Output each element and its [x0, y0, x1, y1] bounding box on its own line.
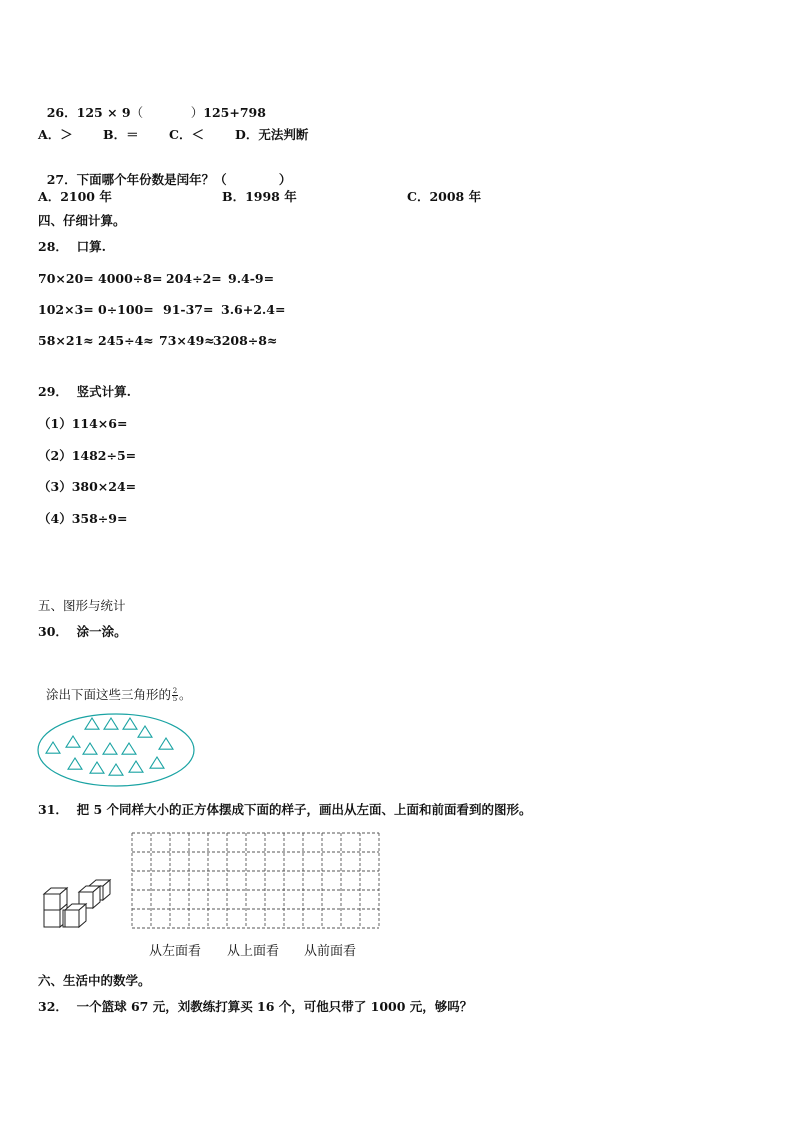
- q26-stem: [38, 89, 266, 121]
- section4-title: 四、仔细计算。: [38, 213, 126, 228]
- triangle-ellipse-figure: [36, 712, 198, 788]
- fraction-denominator: 5: [172, 695, 178, 703]
- triangle: [122, 743, 136, 754]
- q28-r1-c2: 4000÷8=: [98, 271, 163, 286]
- q26-option-d: D．无法判断: [235, 127, 309, 142]
- q28-r3-c3: 73×49≈: [159, 333, 215, 348]
- triangle: [103, 743, 117, 754]
- q31-label: 31． 把 5 个同样大小的正方体摆成下面的样子，画出从左面、上面和前面看到的图形。: [38, 802, 532, 817]
- triangle: [104, 718, 118, 729]
- q28-r3-c2: 245÷4≈: [98, 333, 154, 348]
- q30-instruction-prefix: 涂出下面这些三角形的: [45, 687, 171, 702]
- q26-option-b: B．＝: [103, 127, 139, 142]
- triangle: [66, 736, 80, 747]
- q29-label: 29． 竖式计算.: [38, 384, 131, 399]
- q29-item-1: （1）114×6=: [38, 416, 128, 431]
- triangle: [85, 718, 99, 729]
- q28-r2-c2: 0÷100=: [98, 302, 154, 317]
- answer-grid: [131, 832, 380, 929]
- q29-item-4: （4）358÷9=: [38, 511, 128, 526]
- q28-r2-c4: 3.6+2.4=: [221, 302, 286, 317]
- q26-option-c: C．＜: [169, 127, 204, 142]
- q27-stem: [38, 156, 291, 188]
- q30-instruction: [38, 671, 191, 703]
- q27-stem-text: 下面哪个年份数是闰年？（ ）: [76, 172, 292, 187]
- q27-option-a: A．2100 年: [38, 189, 112, 204]
- triangle: [138, 726, 152, 737]
- q28-r2-c3: 91-37=: [163, 302, 214, 317]
- triangle: [46, 742, 60, 753]
- triangle: [83, 743, 97, 754]
- triangle: [123, 718, 137, 729]
- two-fifths-fraction: [172, 688, 178, 703]
- q28-r1-c4: 9.4-9=: [228, 271, 275, 286]
- q28-r3-c1: 58×21≈: [38, 333, 94, 348]
- q28-r3-c4: 3208÷8≈: [213, 333, 278, 348]
- q26-stem-left: 125 × 9: [76, 105, 131, 120]
- caption-left-view: 从左面看: [149, 944, 202, 959]
- triangle: [90, 762, 104, 773]
- q26-number: 26．: [46, 105, 77, 120]
- section6-title: 六、生活中的数学。: [38, 973, 151, 988]
- triangle: [129, 761, 143, 772]
- q26-stem-right: 125+798: [203, 105, 266, 120]
- caption-front-view: 从前面看: [304, 944, 357, 959]
- triangle: [159, 738, 173, 749]
- section5-title: 五、图形与统计: [38, 598, 126, 613]
- q27-number: 27．: [46, 172, 77, 187]
- cube-stack-figure: [42, 878, 116, 930]
- triangle: [68, 758, 82, 769]
- triangle: [150, 757, 164, 768]
- q32-label: 32． 一个篮球 67 元，刘教练打算买 16 个，可他只带了 1000 元，够吗？: [38, 999, 473, 1014]
- q27-option-b: B．1998 年: [222, 189, 297, 204]
- caption-top-view: 从上面看: [227, 944, 280, 959]
- q27-option-c: C．2008 年: [407, 189, 482, 204]
- q30-label: 30． 涂一涂。: [38, 624, 127, 639]
- q29-item-3: （3）380×24=: [38, 479, 137, 494]
- triangle: [109, 764, 123, 775]
- q28-r1-c3: 204÷2=: [166, 271, 222, 286]
- q28-label: 28． 口算.: [38, 239, 106, 254]
- q26-paren: （ ）: [130, 105, 204, 120]
- q28-r1-c1: 70×20=: [38, 271, 94, 286]
- q29-item-2: （2）1482÷5=: [38, 448, 137, 463]
- q26-option-a: A．＞: [38, 127, 73, 142]
- q30-instruction-suffix: 。: [178, 687, 192, 702]
- fraction-numerator: 2: [172, 687, 178, 695]
- q28-r2-c1: 102×3=: [38, 302, 94, 317]
